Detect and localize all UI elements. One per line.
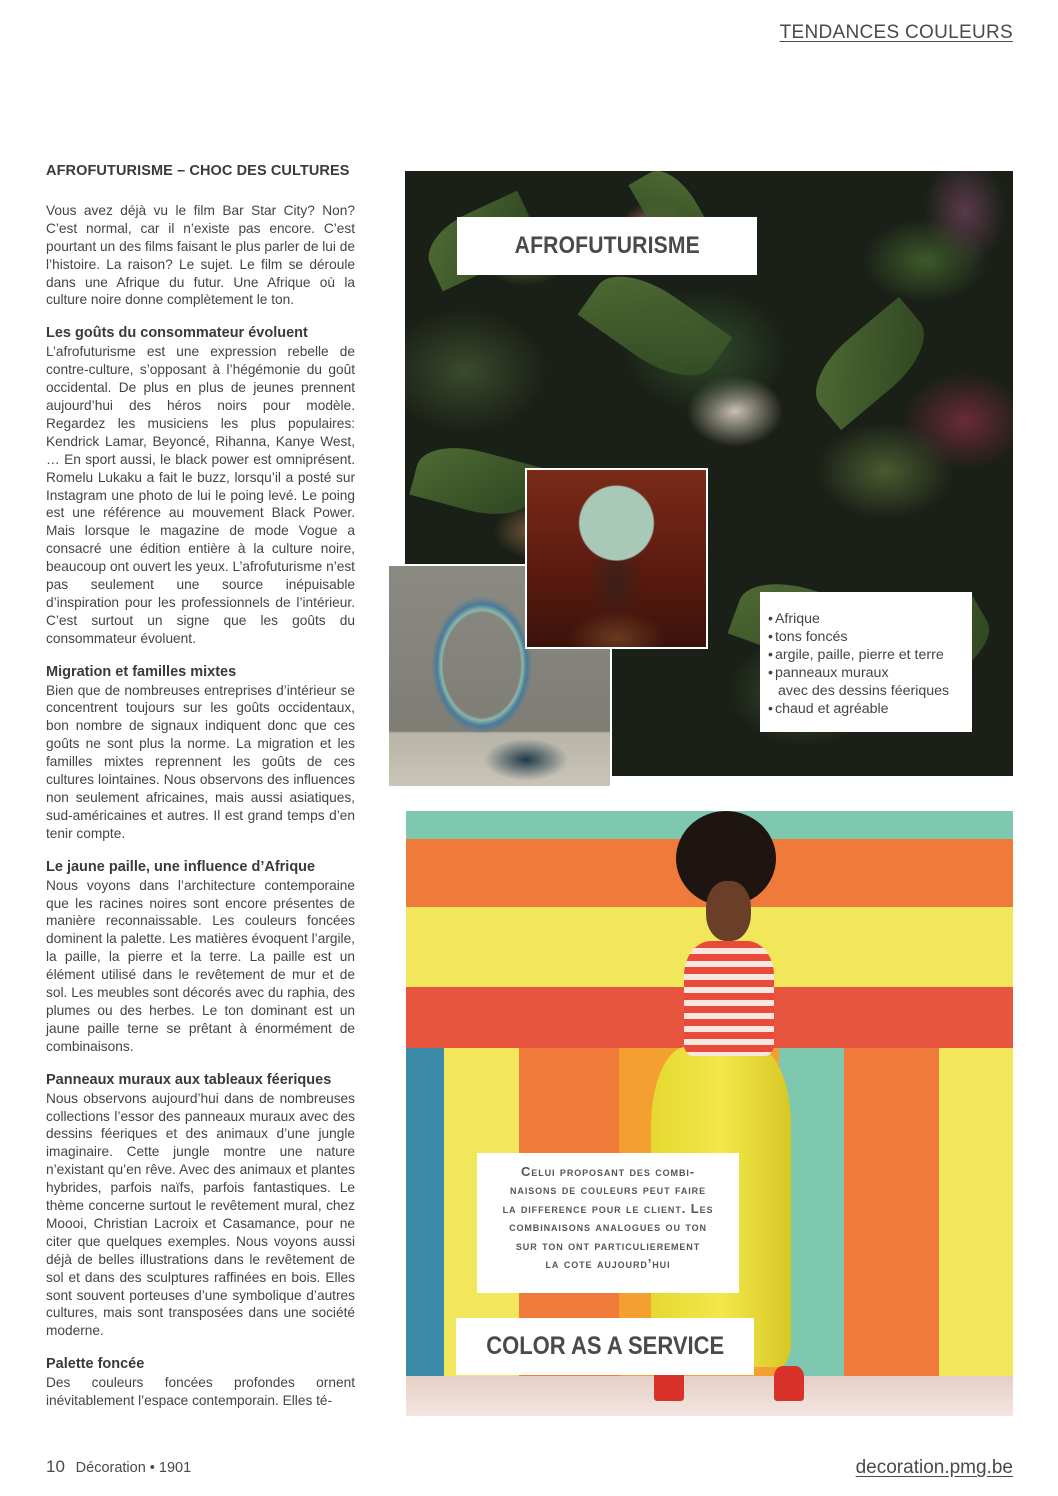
feature-label-text: COLOR AS A SERVICE (486, 1332, 724, 1360)
list-item: • panneaux muraux avec des dessins féeriques (768, 665, 950, 700)
page-number: 10 (46, 1457, 65, 1476)
article-title: AFROFUTURISME – CHOC DES CULTURES (46, 163, 350, 179)
quote-line: combinaisons analogues ou ton (509, 1219, 707, 1235)
running-head: TENDANCES COULEURS (779, 22, 1013, 43)
website-link[interactable]: decoration.pmg.be (855, 1457, 1013, 1478)
section-heading: Migration et familles mixtes (46, 663, 237, 680)
moodboard-label-text: AFROFUTURISME (514, 232, 700, 259)
afrofuturist-portrait-photo (525, 468, 708, 649)
section-body: Bien que de nombreuses entreprises d’intérieur se concentrent toujours sur les goûts occidentaux, bon nombre de signaux indiquent donc que ces goûts ne sont plus la norme. La migration et les familles mixtes reprennent les goûts de ces cultures lointaines. Nous observons des influences non seulement africaines, mais aussi asiatiques, sud-américaines et autres. Il est grand temps d’en tenir compte. (46, 682, 355, 841)
list-item: • tons foncés (768, 629, 848, 646)
page-folio (46, 1457, 191, 1477)
moodboard-label (457, 217, 757, 275)
section-body: L’afrofuturisme est une expression rebelle de contre-culture, s’opposant à l’hégémonie du goût occidental. De plus en plus de jeunes prennent aujourd’hui des héros noirs pour modèle. Regardez les musiciens les plus populaires: Kendrick Lamar, Beyoncé, Rihanna, Kanye West, … En sport aussi, le black power est omniprésent. Romelu Lukaku a fait le buzz, lorsqu’il a posté sur Instagram une photo de lui le poing levé. Le poing est une référence au mouvement Black Power. Mais lorsque le magazine de mode Vogue a consacré une édition entière à la culture noire, beaucoup ont ouvert les yeux. L’afrofuturisme n’est pas seulement une source inépuisable d’inspiration pour les professionnels de l’intérieur. C’est surtout un signe que les goûts du consommateur évoluent. (46, 344, 355, 646)
leaf-decoration (799, 297, 940, 430)
list-item: • chaud et agréable (768, 701, 889, 718)
article-intro: Vous avez déjà vu le film Bar Star City? Non? C’est normal, car il n’existe pas encore. C’est pourtant un des films faisant le plus parler de lui de l’histoire. La raison? Le sujet. Le film se déroule dans une Afrique du futur. Une Afrique où la culture noire donne complètement le ton. (46, 202, 355, 308)
quote-line: sur ton ont particulierement (515, 1237, 701, 1253)
leaf-decoration (409, 436, 540, 525)
publication-name: Décoration • 1901 (75, 1460, 192, 1476)
section-body: Nous voyons dans l’architecture contemporaine que les racines noires sont encore présentes de manière reconnaissable. Les couleurs foncées dominent la palette. Les matières évoquent l’argile, la paille, la pierre et la terre. La paille est un élément utilisé dans le revêtement de mur et de sol. Les meubles sont décorés avec du raphia, des plumes ou des herbes. Le ton dominant est un jaune paille terne se prêtant à énormément de combinaisons. (46, 877, 355, 1054)
quote-line: naisons de couleurs peut faire (510, 1182, 706, 1198)
section-heading: Palette foncée (46, 1356, 145, 1373)
section-heading: Panneaux muraux aux tableaux féeriques (46, 1071, 332, 1088)
section-heading: Les goûts du consommateur évoluent (46, 325, 308, 342)
quote-line: la difference pour le client. Les (502, 1200, 714, 1216)
moodboard-bullet-list (760, 592, 972, 732)
article-column (46, 163, 355, 1410)
list-item: • Afrique (768, 611, 820, 627)
section-body: Des couleurs foncées profondes ornent inévitablement l’espace contemporain. Elles té- (46, 1375, 355, 1409)
quote-line: Celui proposant des combi- (521, 1164, 695, 1179)
section-heading: Le jaune paille, une influence d’Afrique (46, 858, 316, 875)
list-item: • argile, paille, pierre et terre (768, 647, 944, 664)
quote-line: la cote aujourd’hui (545, 1256, 671, 1272)
leaf-decoration (578, 257, 733, 395)
section-body: Nous observons aujourd’hui dans de nombreuses collections l’essor des panneaux muraux avec des dessins féeriques et des animaux d’une jungle imaginaire. Cette jungle montre une nature n’existant qu’en rêve. Avec des animaux et plantes hybrides, parfois naïfs, parfois fantastiques. Le thème concerne surtout le revêtement mural, chez Moooi, Christian Lacroix et Casamance, pour ne citer que quelques exemples. Nous voyons aussi déjà de belles illustrations dans le revêtement de sol et dans des sculptures raffinées en bois. Elles sont souvent porteuses d’une symbolique d’autres cultures, mais sont transposées dans une société moderne. (46, 1090, 355, 1339)
feature-label (456, 1318, 754, 1375)
pull-quote (477, 1153, 739, 1293)
